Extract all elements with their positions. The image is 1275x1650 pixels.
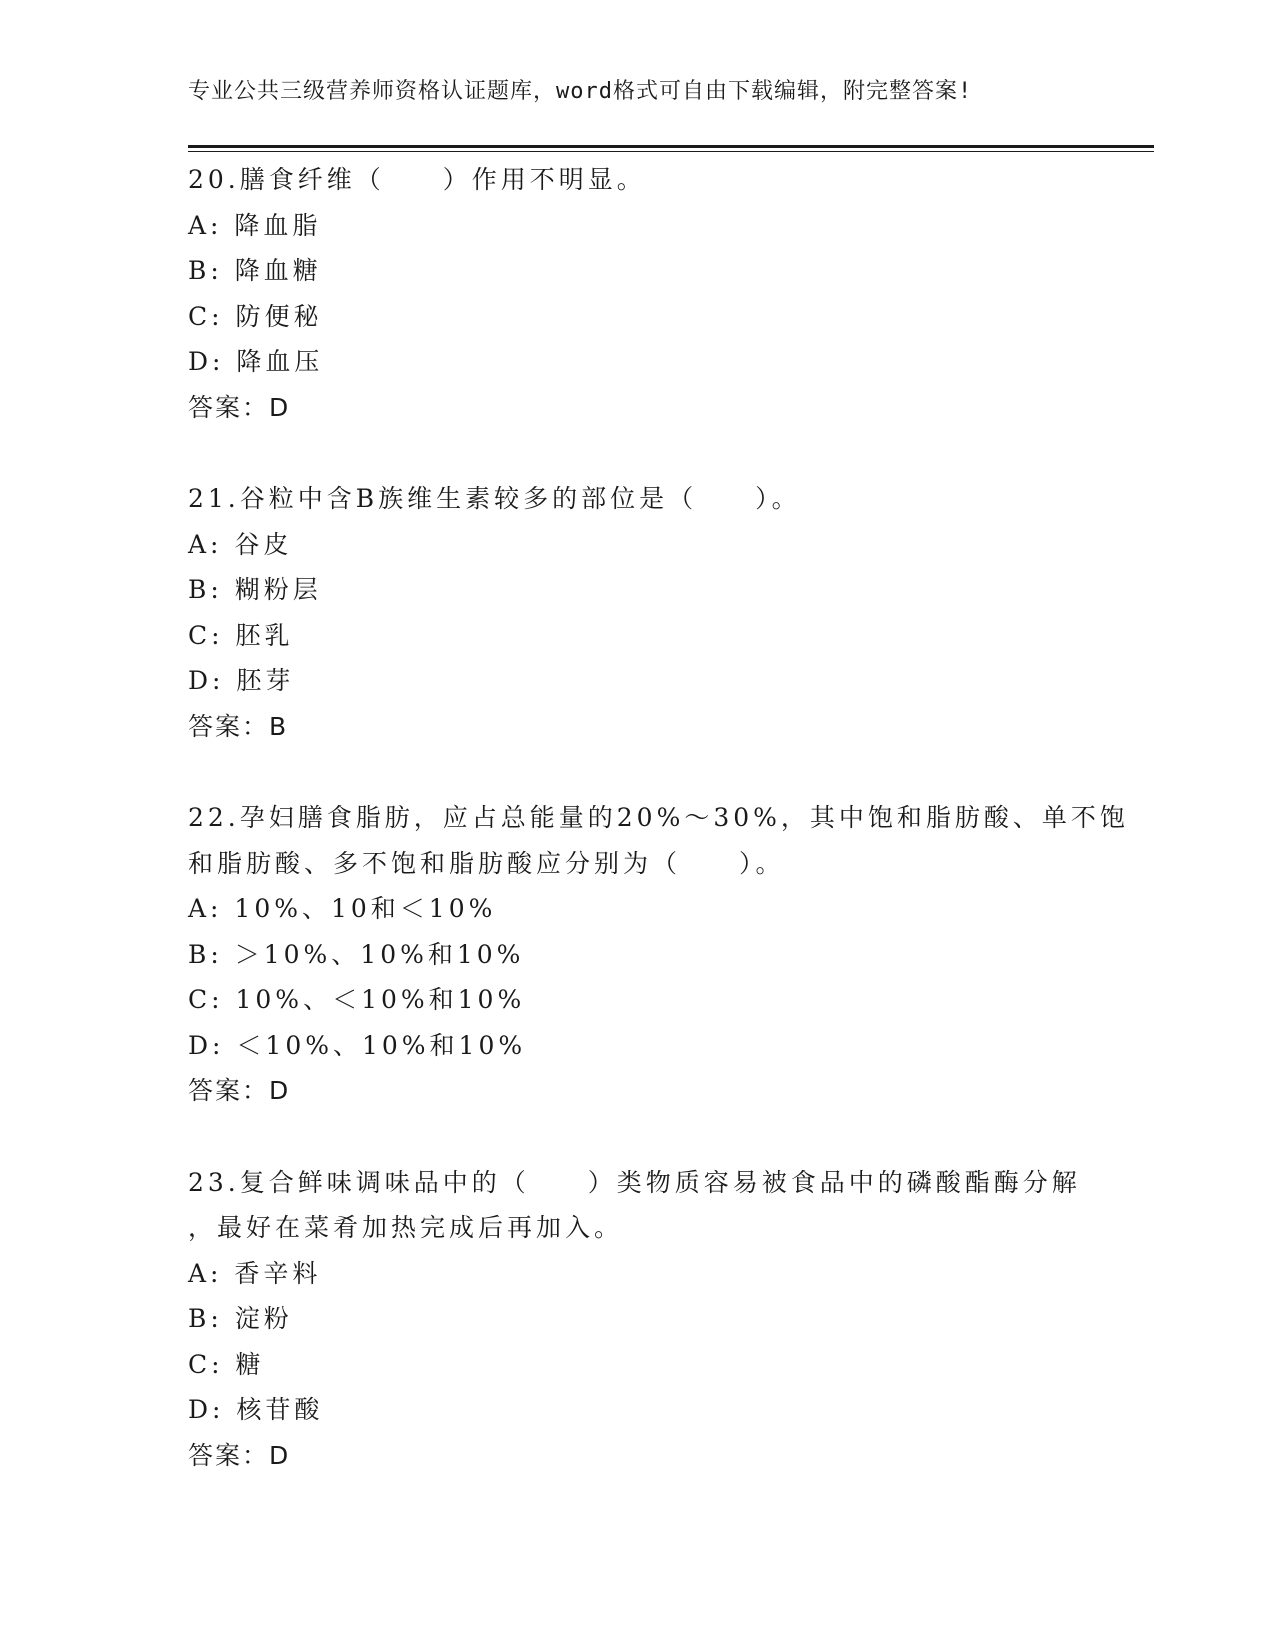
question-stem: 23.复合鲜味调味品中的（ ）类物质容易被食品中的磷酸酯酶分解 (188, 1167, 1081, 1197)
question-list (188, 157, 1129, 1524)
option-c: C: 糖 (188, 1349, 265, 1379)
option-b: B: 降血糖 (188, 256, 322, 285)
question-stem: 20.膳食纤维（ ）作用不明显。 (188, 165, 646, 194)
answer-label: 答案：D (188, 1440, 291, 1470)
question-stem: 22.孕妇膳食脂肪，应占总能量的20%～30%，其中饱和脂肪酸、单不饱 (188, 803, 1129, 832)
option-c: C: 10%、＜10%和10% (188, 985, 526, 1014)
question-23 (188, 1160, 1088, 1479)
option-a: A: 谷皮 (188, 529, 293, 559)
header-divider-thick (188, 145, 1154, 148)
option-c: C: 防便秘 (188, 301, 323, 331)
question-20 (188, 157, 1088, 430)
page-header: 专业公共三级营养师资格认证题库，word格式可自由下载编辑，附完整答案! (188, 79, 973, 104)
option-b: B: 淀粉 (188, 1304, 293, 1333)
option-d: D: 降血压 (188, 347, 324, 376)
option-d: D: ＜10%、10%和10% (188, 1030, 527, 1060)
option-a: A: 降血脂 (188, 210, 322, 240)
option-a: A: 香辛料 (188, 1258, 322, 1288)
option-c: C: 胚乳 (188, 620, 294, 650)
option-b: B: ＞10%、10%和10% (188, 939, 525, 969)
answer-label: 答案：B (188, 711, 289, 741)
answer-label: 答案：D (188, 392, 291, 422)
option-b: B: 糊粉层 (188, 575, 322, 604)
option-d: D: 胚芽 (188, 666, 295, 695)
question-22 (188, 795, 1129, 1114)
option-a: A: 10%、10和＜10% (188, 894, 497, 923)
option-d: D: 核苷酸 (188, 1395, 324, 1424)
question-stem-continued: 和脂肪酸、多不饱和脂肪酸应分别为（ ）。 (188, 848, 785, 878)
question-21 (188, 476, 1088, 749)
header-divider-thin (188, 151, 1154, 152)
question-stem-continued: ，最好在菜肴加热完成后再加入。 (188, 1213, 624, 1242)
question-stem: 21.谷粒中含B族维生素较多的部位是（ ）。 (188, 484, 801, 513)
answer-label: 答案：D (188, 1076, 291, 1105)
